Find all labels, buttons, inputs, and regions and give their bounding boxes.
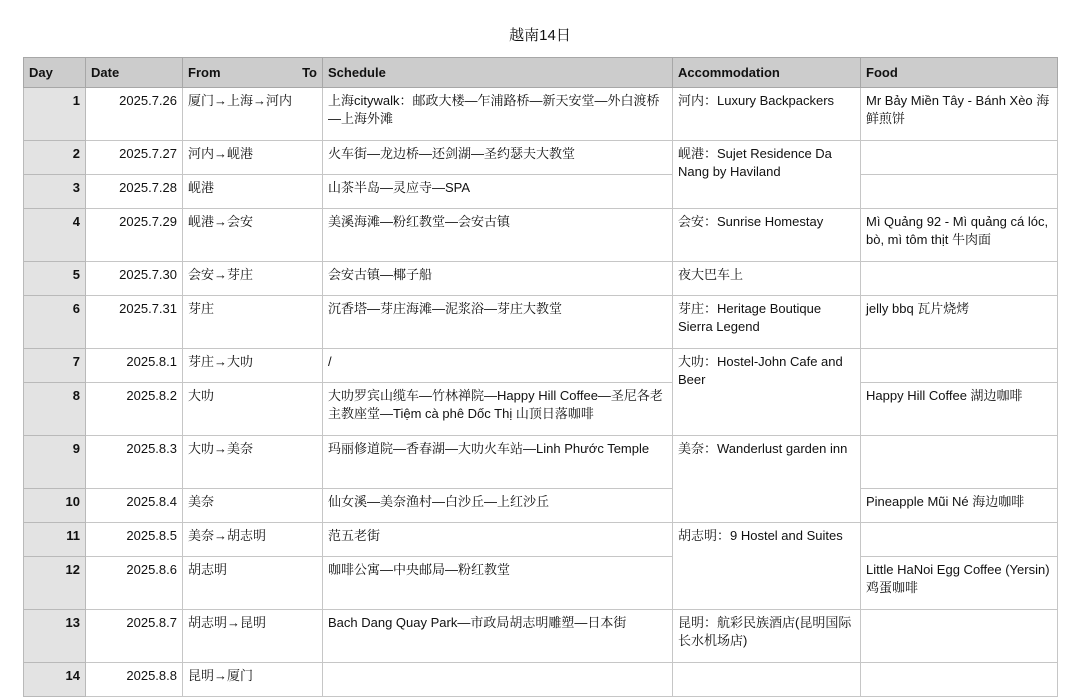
- header-schedule[interactable]: Schedule: [323, 58, 673, 88]
- food-cell[interactable]: Mr Bảy Miền Tây - Bánh Xèo 海鲜煎饼: [861, 88, 1058, 141]
- day-cell[interactable]: 3: [24, 175, 86, 209]
- date-cell[interactable]: 2025.8.6: [86, 557, 183, 610]
- accommodation-cell[interactable]: 夜大巴车上: [673, 262, 861, 296]
- route-cell[interactable]: 美奈→胡志明: [183, 523, 323, 557]
- table-row: [24, 523, 1058, 557]
- day-cell[interactable]: 14: [24, 663, 86, 697]
- table-row: [24, 88, 1058, 141]
- accommodation-cell[interactable]: 会安：Sunrise Homestay: [673, 209, 861, 262]
- header-from-to[interactable]: [183, 58, 323, 88]
- route-cell[interactable]: 胡志明→昆明: [183, 610, 323, 663]
- date-cell[interactable]: 2025.7.29: [86, 209, 183, 262]
- accommodation-cell[interactable]: 昆明：航彩民族酒店(昆明国际长水机场店): [673, 610, 861, 663]
- table-row: [24, 349, 1058, 383]
- schedule-cell[interactable]: 范五老街: [323, 523, 673, 557]
- food-cell[interactable]: [861, 141, 1058, 175]
- food-cell[interactable]: Pineapple Mũi Né 海边咖啡: [861, 489, 1058, 523]
- day-cell[interactable]: 13: [24, 610, 86, 663]
- header-day[interactable]: Day: [24, 58, 86, 88]
- food-cell[interactable]: jelly bbq 瓦片烧烤: [861, 296, 1058, 349]
- header-food[interactable]: Food: [861, 58, 1058, 88]
- accommodation-cell[interactable]: 芽庄：Heritage Boutique Sierra Legend: [673, 296, 861, 349]
- date-cell[interactable]: 2025.8.1: [86, 349, 183, 383]
- day-cell[interactable]: 12: [24, 557, 86, 610]
- route-cell[interactable]: 芽庄: [183, 296, 323, 349]
- schedule-cell[interactable]: 美溪海滩—粉红教堂—会安古镇: [323, 209, 673, 262]
- schedule-cell[interactable]: 沉香塔—芽庄海滩—泥浆浴—芽庄大教堂: [323, 296, 673, 349]
- table-row: [24, 262, 1058, 296]
- route-cell[interactable]: 大叻: [183, 383, 323, 436]
- route-cell[interactable]: 胡志明: [183, 557, 323, 610]
- route-cell[interactable]: 美奈: [183, 489, 323, 523]
- food-cell[interactable]: [861, 175, 1058, 209]
- food-cell[interactable]: [861, 262, 1058, 296]
- date-cell[interactable]: 2025.7.26: [86, 88, 183, 141]
- route-cell[interactable]: 岘港→会安: [183, 209, 323, 262]
- schedule-cell[interactable]: 上海citywalk：邮政大楼—乍浦路桥—新天安堂—外白渡桥—上海外滩: [323, 88, 673, 141]
- itinerary-table: [23, 57, 1058, 697]
- accommodation-cell[interactable]: 大叻：Hostel-John Cafe and Beer: [673, 349, 861, 436]
- day-cell[interactable]: 8: [24, 383, 86, 436]
- date-cell[interactable]: 2025.8.8: [86, 663, 183, 697]
- table-row: [24, 489, 1058, 523]
- day-cell[interactable]: 6: [24, 296, 86, 349]
- food-cell[interactable]: Happy Hill Coffee 湖边咖啡: [861, 383, 1058, 436]
- table-row: [24, 141, 1058, 175]
- table-row: [24, 610, 1058, 663]
- route-cell[interactable]: 厦门→上海→河内: [183, 88, 323, 141]
- route-cell[interactable]: 河内→岘港: [183, 141, 323, 175]
- schedule-cell[interactable]: 会安古镇—椰子船: [323, 262, 673, 296]
- header-date[interactable]: Date: [86, 58, 183, 88]
- schedule-cell[interactable]: /: [323, 349, 673, 383]
- schedule-cell[interactable]: 火车街—龙边桥—还剑湖—圣约瑟夫大教堂: [323, 141, 673, 175]
- day-cell[interactable]: 9: [24, 436, 86, 489]
- table-row: [24, 663, 1058, 697]
- food-cell[interactable]: [861, 436, 1058, 489]
- header-row: [24, 58, 1058, 88]
- food-cell[interactable]: [861, 523, 1058, 557]
- route-cell[interactable]: 昆明→厦门: [183, 663, 323, 697]
- day-cell[interactable]: 5: [24, 262, 86, 296]
- date-cell[interactable]: 2025.7.27: [86, 141, 183, 175]
- date-cell[interactable]: 2025.8.2: [86, 383, 183, 436]
- route-cell[interactable]: 大叻→美奈: [183, 436, 323, 489]
- day-cell[interactable]: 10: [24, 489, 86, 523]
- accommodation-cell[interactable]: 河内：Luxury Backpackers: [673, 88, 861, 141]
- day-cell[interactable]: 7: [24, 349, 86, 383]
- route-cell[interactable]: 岘港: [183, 175, 323, 209]
- schedule-cell[interactable]: 咖啡公寓—中央邮局—粉红教堂: [323, 557, 673, 610]
- header-accommodation[interactable]: Accommodation: [673, 58, 861, 88]
- date-cell[interactable]: 2025.8.3: [86, 436, 183, 489]
- date-cell[interactable]: 2025.7.30: [86, 262, 183, 296]
- food-cell[interactable]: [861, 349, 1058, 383]
- date-cell[interactable]: 2025.8.5: [86, 523, 183, 557]
- table-row: [24, 209, 1058, 262]
- table-row: [24, 296, 1058, 349]
- accommodation-cell[interactable]: 岘港：Sujet Residence Da Nang by Haviland: [673, 141, 861, 209]
- table-row: [24, 436, 1058, 489]
- accommodation-cell[interactable]: [673, 663, 861, 697]
- food-cell[interactable]: Little HaNoi Egg Coffee (Yersin) 鸡蛋咖啡: [861, 557, 1058, 610]
- schedule-cell[interactable]: Bach Dang Quay Park—市政局胡志明雕塑—日本街: [323, 610, 673, 663]
- food-cell[interactable]: [861, 610, 1058, 663]
- accommodation-cell[interactable]: 美奈：Wanderlust garden inn: [673, 436, 861, 523]
- sheet-title: 越南14日: [509, 27, 571, 44]
- day-cell[interactable]: 2: [24, 141, 86, 175]
- route-cell[interactable]: 芽庄→大叻: [183, 349, 323, 383]
- accommodation-cell[interactable]: 胡志明：9 Hostel and Suites: [673, 523, 861, 610]
- header-from: From: [188, 65, 221, 80]
- date-cell[interactable]: 2025.8.4: [86, 489, 183, 523]
- table-row: [24, 175, 1058, 209]
- day-cell[interactable]: 11: [24, 523, 86, 557]
- route-cell[interactable]: 会安→芽庄: [183, 262, 323, 296]
- day-cell[interactable]: 4: [24, 209, 86, 262]
- food-cell[interactable]: Mì Quảng 92 - Mì quảng cá lóc, bò, mì tôm thịt 牛肉面: [861, 209, 1058, 262]
- schedule-cell[interactable]: 山茶半岛—灵应寺—SPA: [323, 175, 673, 209]
- date-cell[interactable]: 2025.8.7: [86, 610, 183, 663]
- date-cell[interactable]: 2025.7.28: [86, 175, 183, 209]
- header-to: To: [302, 65, 317, 80]
- table-row: [24, 383, 1058, 436]
- schedule-cell[interactable]: 大叻罗宾山缆车—竹林禅院—Happy Hill Coffee—圣尼各老主教座堂—Tiệm cà phê Dốc Thị 山顶日落咖啡: [323, 383, 673, 436]
- schedule-cell[interactable]: 仙女溪—美奈渔村—白沙丘—上红沙丘: [323, 489, 673, 523]
- day-cell[interactable]: 1: [24, 88, 86, 141]
- food-cell[interactable]: [861, 663, 1058, 697]
- schedule-cell[interactable]: [323, 663, 673, 697]
- table-row: [24, 557, 1058, 610]
- schedule-cell[interactable]: 玛丽修道院—香春湖—大叻火车站—Linh Phước Temple: [323, 436, 673, 489]
- date-cell[interactable]: 2025.7.31: [86, 296, 183, 349]
